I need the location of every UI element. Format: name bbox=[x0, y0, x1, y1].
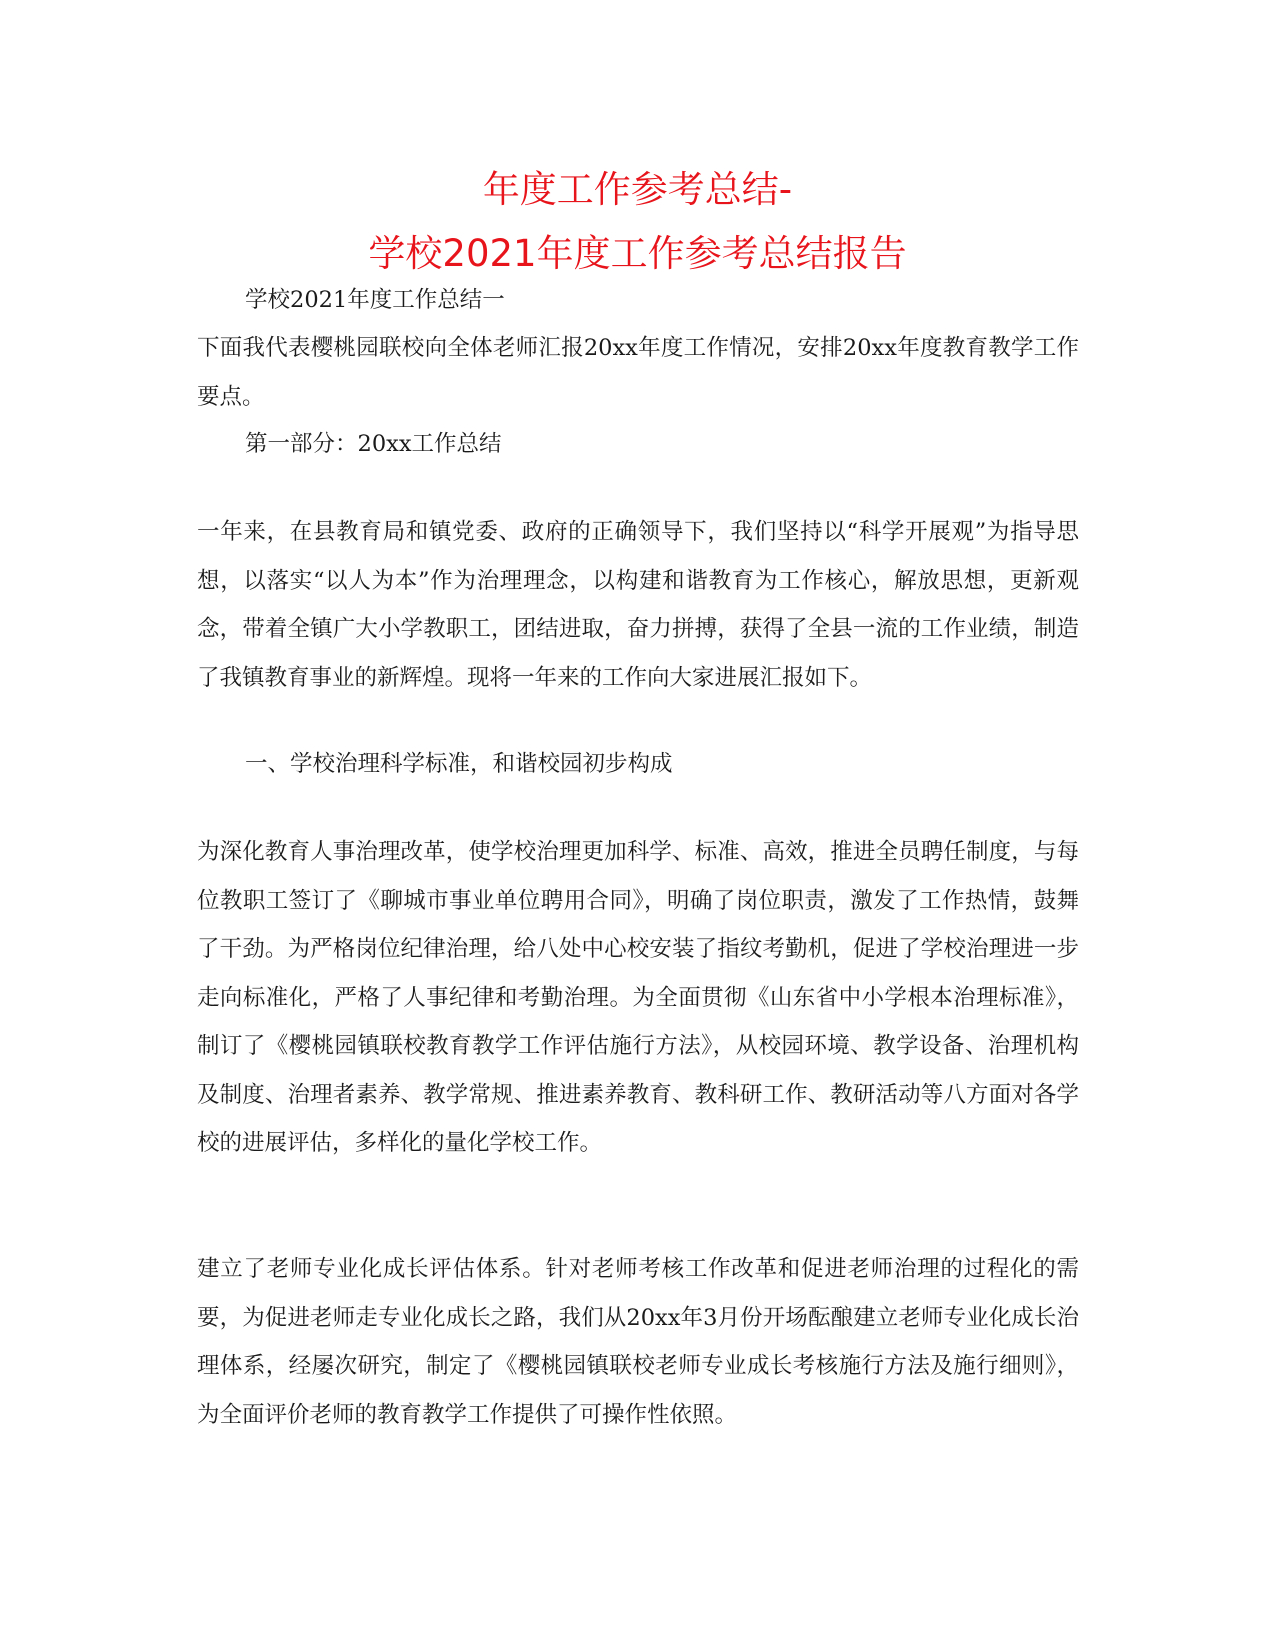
section-one-heading: 一、学校治理科学标准，和谐校园初步构成 bbox=[245, 751, 673, 777]
document-title-line-2: 学校2021年度工作参考总结报告 bbox=[368, 232, 907, 275]
document-subtitle: 学校2021年度工作总结一 bbox=[245, 287, 505, 313]
paragraph-teacher-evaluation: 建立了老师专业化成长评估体系。针对老师考核工作改革和促进老师治理的过程化的需要，为促进老师走专业化成长之路，我们从20xx年3月份开场酝酿建立老师专业化成长治理体系，经屡次研究，制定了《樱桃园镇联校老师专业成长考核施行方法及施行细则》，为全面评价老师的教育教学工作提供了可操作性依照。 bbox=[197, 1256, 1079, 1428]
paragraph-overview: 一年来，在县教育局和镇党委、政府的正确领导下，我们坚持以“科学开展观”为指导思想，以落实“以人为本”作为治理理念，以构建和谐教育为工作核心，解放思想，更新观念，带着全镇广大小学教职工，团结进取，奋力拼搏，获得了全县一流的工作业绩，制造了我镇教育事业的新辉煌。现将一年来的工作向大家进展汇报如下。 bbox=[197, 519, 1079, 691]
document-title-line-1: 年度工作参考总结- bbox=[482, 168, 793, 211]
part-one-heading: 第一部分：20xx工作总结 bbox=[245, 431, 502, 457]
paragraph-management: 为深化教育人事治理改革，使学校治理更加科学、标准、高效，推进全员聘任制度，与每位教职工签订了《聊城市事业单位聘用合同》，明确了岗位职责，激发了工作热情，鼓舞了干劲。为严格岗位纪律治理，给八处中心校安装了指纹考勤机，促进了学校治理进一步走向标准化，严格了人事纪律和考勤治理。为全面贯彻《山东省中小学根本治理标准》，制订了《樱桃园镇联校教育教学工作评估施行方法》，从校园环境、教学设备、治理机构及制度、治理者素养、教学常规、推进素养教育、教科研工作、教研活动等八方面对各学校的进展评估，多样化的量化学校工作。 bbox=[197, 839, 1079, 1156]
intro-paragraph: 下面我代表樱桃园联校向全体老师汇报20xx年度工作情况，安排20xx年度教育教学工作要点。 bbox=[197, 335, 1079, 410]
